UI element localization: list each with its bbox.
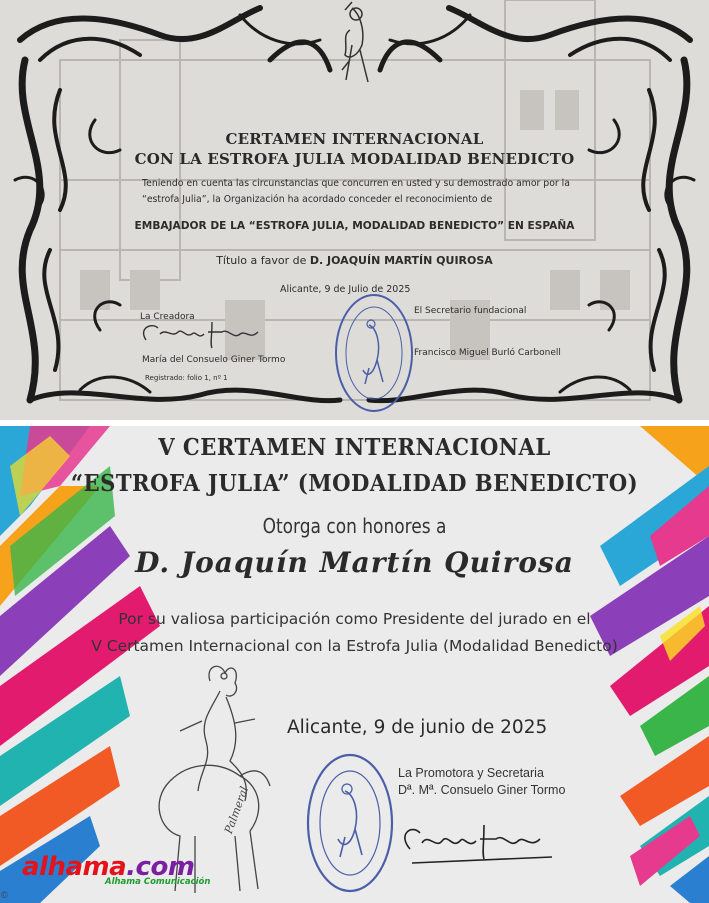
ambassador-title: EMBAJADOR DE LA “ESTROFA JULIA, MODALIDAD BENEDICTO” EN ESPAÑA — [134, 220, 575, 232]
creator-signature — [138, 318, 268, 352]
bottom-title-line2: “ESTROFA JULIA” (MODALIDAD BENEDICTO) — [70, 470, 639, 497]
logo-dot: . — [126, 852, 136, 882]
top-intro-line2: “estrofa Julia”, la Organización ha acordado conceder el reconocimiento de — [142, 194, 493, 205]
promoter-label: La Promotora y Secretaria — [398, 766, 544, 780]
award-recipient-line — [0, 254, 709, 267]
top-intro-line1: Teniendo en cuenta las circunstancias que concurren en usted y su demostrado amor por la — [142, 178, 570, 189]
creator-name: María del Consuelo Giner Tormo — [142, 355, 286, 365]
logo-brand: alhama — [22, 852, 127, 882]
secretary-name: Francisco Miguel Burló Carbonell — [414, 348, 561, 358]
bottom-title-line1: V CERTAMEN INTERNACIONAL — [158, 434, 551, 461]
title-prefix: Título a favor de — [216, 254, 310, 267]
registry-note: Registrado: folio 1, nº 1 — [145, 374, 228, 382]
unicorn-emblem — [342, 2, 368, 82]
creator-label: La Creadora — [140, 312, 195, 322]
top-recipient-name: D. JOAQUÍN MARTÍN QUIROSA — [309, 254, 493, 267]
certamen-seal-top — [333, 290, 415, 416]
logo-tld: com — [135, 852, 195, 882]
bottom-recipient-name: D. Joaquín Martín Quirosa — [135, 546, 574, 579]
promoter-signature — [392, 819, 572, 869]
bottom-date: Alicante, 9 de junio de 2025 — [287, 717, 548, 738]
drawing-signature: Palmeral — [222, 784, 252, 836]
promoter-name: Dª. Mª. Consuelo Giner Tormo — [398, 783, 566, 797]
secretary-label: El Secretario fundacional — [414, 306, 527, 316]
copyright-mark: © — [1, 890, 8, 900]
bottom-certificate — [0, 426, 709, 903]
certamen-seal-bottom — [305, 751, 395, 896]
awards-line: Otorga con honores a — [262, 514, 447, 538]
top-title-line2: CON LA ESTROFA JULIA MODALIDAD BENEDICTO — [134, 150, 575, 168]
top-date: Alicante, 9 de Julio de 2025 — [280, 284, 411, 295]
reason-line2: V Certamen Internacional con la Estrofa Julia (Modalidad Benedicto) — [91, 637, 618, 655]
top-title-line1: CERTAMEN INTERNACIONAL — [225, 130, 484, 148]
reason-line1: Por su valiosa participación como Presidente del jurado en el — [118, 610, 591, 628]
logo-subtitle: Alhama Comunicación — [105, 877, 211, 887]
top-certificate — [0, 0, 709, 420]
